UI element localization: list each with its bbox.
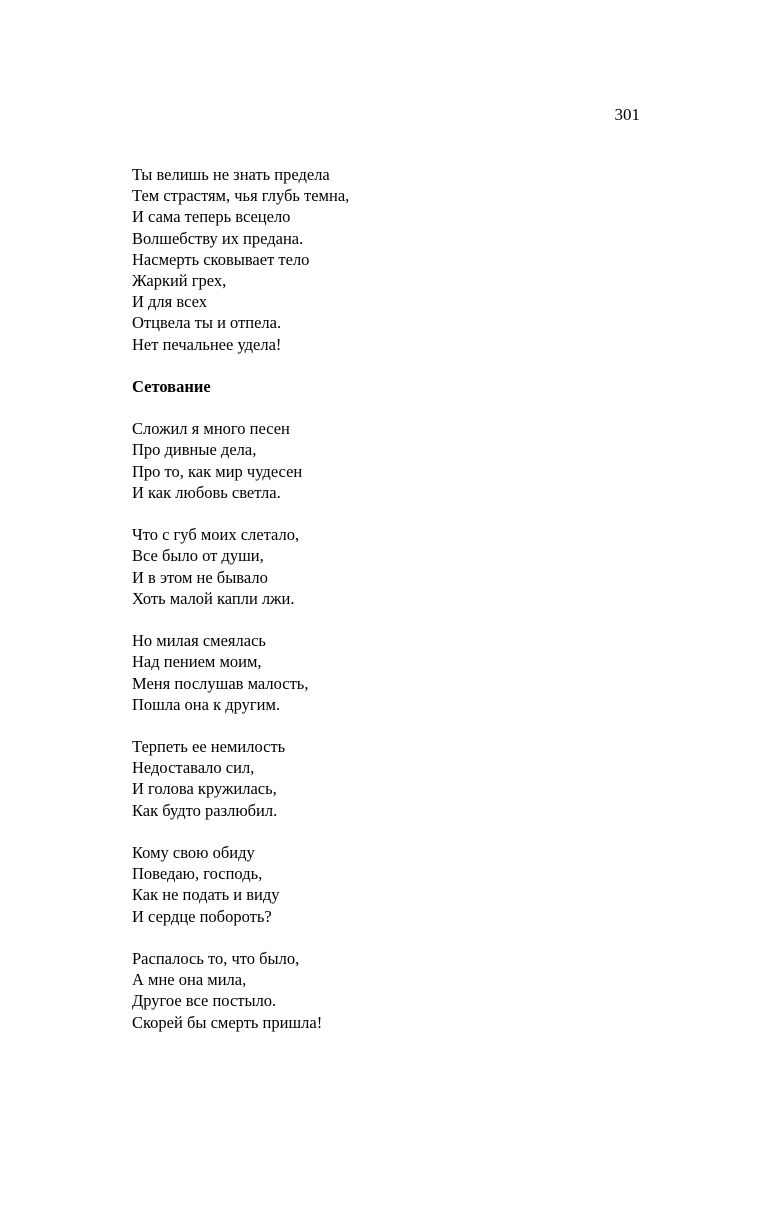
stanza-gap [132, 503, 652, 524]
verse-line: Насмерть сковывает тело [132, 249, 310, 269]
verse-line: Распалось то, что было, [132, 948, 300, 968]
verse-line: Отцвела ты и отпела. [132, 313, 282, 333]
verse-line: Поведаю, господь, [132, 864, 263, 884]
verse-line: Пошла она к другим. [132, 694, 281, 714]
verse-line: И как любовь светла. [132, 482, 281, 502]
verse-line: И голова кружилась, [132, 779, 277, 799]
verse-line: Про то, как мир чудесен [132, 461, 303, 481]
stanza-3 [132, 630, 652, 715]
page-number: 301 [614, 105, 640, 124]
verse-line: Волшебству их предана. [132, 228, 304, 248]
verse-line: Но милая смеялась [132, 631, 266, 651]
text-column [132, 164, 652, 1033]
stanza-5 [132, 842, 652, 927]
verse-line: Сложил я много песен [132, 419, 290, 439]
verse-line: И сердце побороть? [132, 906, 272, 926]
verse-line: Что с губ моих слетало, [132, 525, 300, 545]
stanza-gap [132, 927, 652, 948]
verse-line: А мне она мила, [132, 970, 247, 990]
stanza-gap [132, 821, 652, 842]
stanza-2 [132, 524, 652, 609]
verse-line: Тем страстям, чья глубь темна, [132, 186, 350, 206]
verse-line: Скорей бы смерть пришла! [132, 1012, 323, 1032]
stanza-gap [132, 715, 652, 736]
verse-line: Над пением моим, [132, 652, 262, 672]
verse-line: И сама теперь всецело [132, 207, 291, 227]
verse-line: Как не подать и виду [132, 885, 280, 905]
verse-line: Жаркий грех, [132, 270, 227, 290]
stanza-gap [132, 397, 652, 418]
verse-line: Хоть малой капли лжи. [132, 588, 295, 608]
stanza-gap [132, 355, 652, 376]
verse-line: Терпеть ее немилость [132, 737, 286, 757]
stanza-4 [132, 736, 652, 821]
verse-line: Все было от души, [132, 546, 264, 566]
verse-line: Другое все постыло. [132, 991, 277, 1011]
verse-line: Ты велишь не знать предела [132, 165, 330, 184]
verse-line: Меня послушав малость, [132, 673, 309, 693]
verse-line: Как будто разлюбил. [132, 800, 278, 820]
verse-line: Про дивные дела, [132, 440, 257, 460]
intro-stanza [132, 164, 652, 355]
verse-line: И в этом не бывало [132, 567, 268, 587]
stanza-6 [132, 948, 652, 1033]
stanza-gap [132, 609, 652, 630]
stanza-1 [132, 418, 652, 503]
verse-line: Нет печальнее удела! [132, 334, 282, 354]
verse-line: И для всех [132, 292, 207, 312]
poem-title: Сетование [132, 376, 211, 396]
verse-line: Недоставало сил, [132, 758, 255, 778]
verse-line: Кому свою обиду [132, 843, 255, 862]
